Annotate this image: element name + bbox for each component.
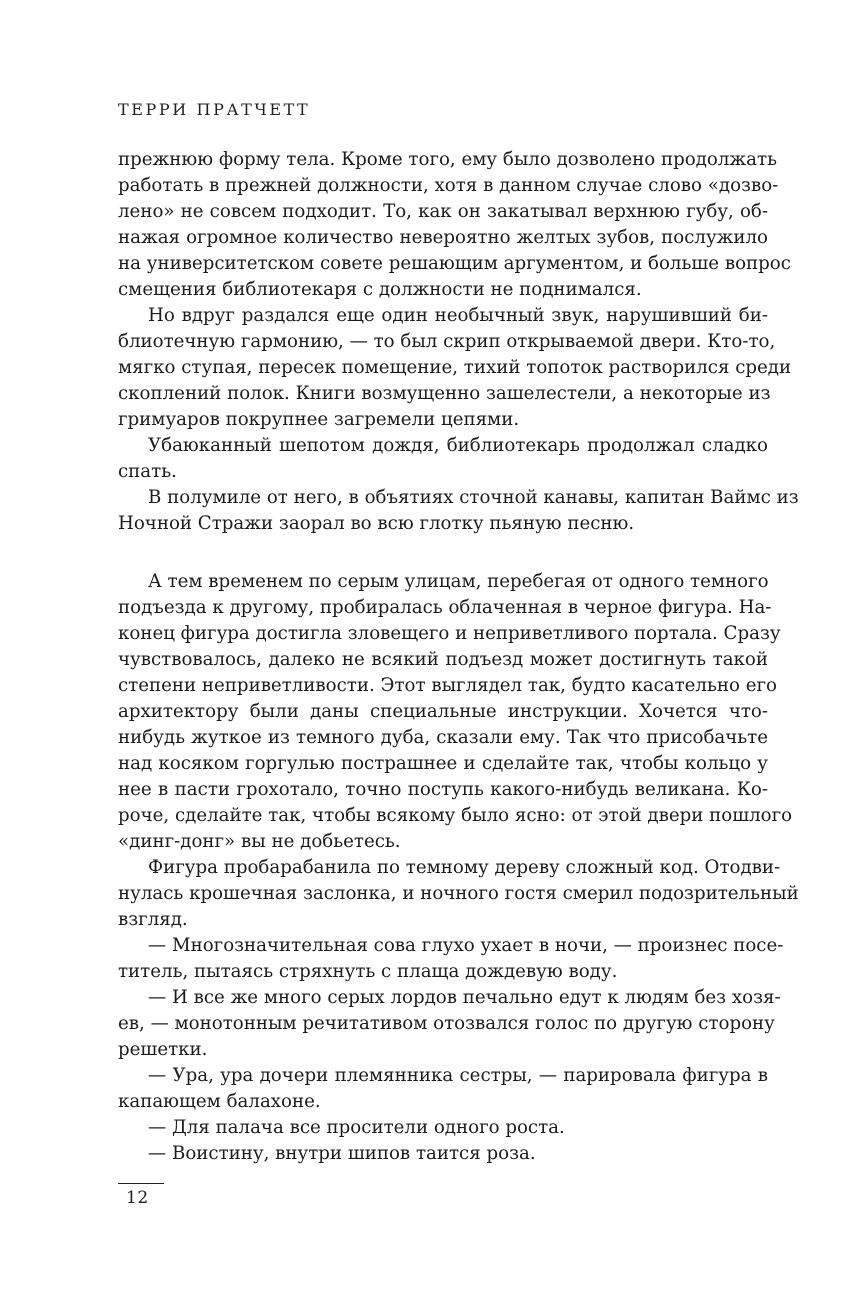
- text-line: спать.: [118, 461, 177, 482]
- paragraph: [118, 147, 791, 303]
- text-line: «динг-донг» вы не добьетесь.: [118, 831, 401, 852]
- text-line: Ночной Стражи заорал во всю глотку пьяную песню.: [118, 513, 635, 534]
- text-line: прежнюю форму тела. Кроме того, ему было дозволено продолжать: [118, 149, 777, 170]
- text-line: смещения библиотекаря с должности не поднимался.: [118, 279, 642, 300]
- folio-rule: [118, 1183, 164, 1184]
- text-line: лено» не совсем подходит. То, как он закатывал верхнюю губу, об-: [118, 201, 768, 222]
- text-line: нулась крошечная заслонка, и ночного гостя смерил подозрительный: [118, 883, 799, 904]
- text-line: решетки.: [118, 1039, 208, 1060]
- paragraph: [118, 303, 792, 433]
- text-line: подъезда к другому, пробиралась облаченная в черное фигура. На-: [118, 597, 772, 618]
- text-line: блиотечную гармонию, — то был скрип открываемой двери. Кто-то,: [118, 331, 776, 352]
- text-line: мягко ступая, пересек помещение, тихий топоток растворился среди: [118, 357, 792, 378]
- paragraph: [118, 1141, 768, 1167]
- text-line: — Многозначительная сова глухо ухает в ночи, — произнес посе-: [148, 935, 784, 956]
- text-line: нибудь жуткое из темного дуба, сказали ему. Так что присобачьте: [118, 727, 768, 748]
- paragraph: [118, 855, 799, 933]
- text-line: степени неприветливости. Этот выглядел так, будто касательно его: [118, 675, 777, 696]
- text-line: роче, сделайте так, чтобы всякому было ясно: от этой двери пошлого: [118, 805, 793, 826]
- text-line: чувствовалось, далеко не всякий подъезд может достигнуть такой: [118, 649, 768, 670]
- text-line: капающем балахоне.: [118, 1091, 321, 1112]
- page-number: 12: [126, 1188, 149, 1208]
- text-line: — И все же много серых лордов печально едут к людям без хозя-: [148, 987, 781, 1008]
- text-line: гримуаров покрупнее загремели цепями.: [118, 409, 520, 430]
- text-line: — Воистину, внутри шипов таится роза.: [148, 1143, 536, 1164]
- text-line: над косяком горгулью пострашнее и сделайте так, чтобы кольцо у: [118, 753, 768, 774]
- running-head: ТЕРРИ ПРАТЧЕТТ: [118, 100, 311, 119]
- paragraph: [118, 1115, 768, 1141]
- paragraph: [118, 933, 784, 985]
- text-line: А тем временем по серым улицам, перебегая от одного темного: [148, 571, 769, 592]
- paragraph: [118, 1063, 768, 1115]
- paragraph: [118, 485, 799, 537]
- text-line: нажая огромное количество невероятно желтых зубов, послужило: [118, 227, 768, 248]
- text-line: ев, — монотонным речитативом отозвался голос по другую сторону: [118, 1013, 775, 1034]
- text-section-2: [118, 569, 799, 1167]
- paragraph: [118, 985, 781, 1063]
- text-line: Фигура пробарабанила по темному дереву сложный код. Отодви-: [148, 857, 781, 878]
- text-line: взгляд.: [118, 909, 188, 930]
- text-line: титель, пытаясь стряхнуть с плаща дождевую воду.: [118, 961, 618, 982]
- text-line: работать в прежней должности, хотя в данном случае слово «дозво-: [118, 175, 779, 196]
- text-line: на университетском совете решающим аргументом, и больше вопрос: [118, 253, 791, 274]
- text-line: конец фигура достигла зловещего и неприветливого портала. Сразу: [118, 623, 781, 644]
- text-line: скоплений полок. Книги возмущенно зашелестели, а некоторые из: [118, 383, 771, 404]
- text-line: Но вдруг раздался еще один необычный звук, нарушивший би-: [148, 305, 768, 326]
- text-line: В полумиле от него, в объятиях сточной канавы, капитан Ваймс из: [148, 487, 799, 508]
- paragraph: [118, 569, 793, 855]
- text-line: — Ура, ура дочери племянника сестры, — парировала фигура в: [148, 1065, 768, 1086]
- text-section-1: [118, 147, 799, 537]
- text-line: Убаюканный шепотом дождя, библиотекарь продолжал сладко: [148, 435, 768, 456]
- text-line: нее в пасти грохотало, точно поступь какого-нибудь великана. Ко-: [118, 779, 768, 800]
- text-line: архитектору были даны специальные инструкции. Хочется что-: [118, 701, 768, 722]
- paragraph: [118, 433, 768, 485]
- text-line: — Для палача все просители одного роста.: [148, 1117, 565, 1138]
